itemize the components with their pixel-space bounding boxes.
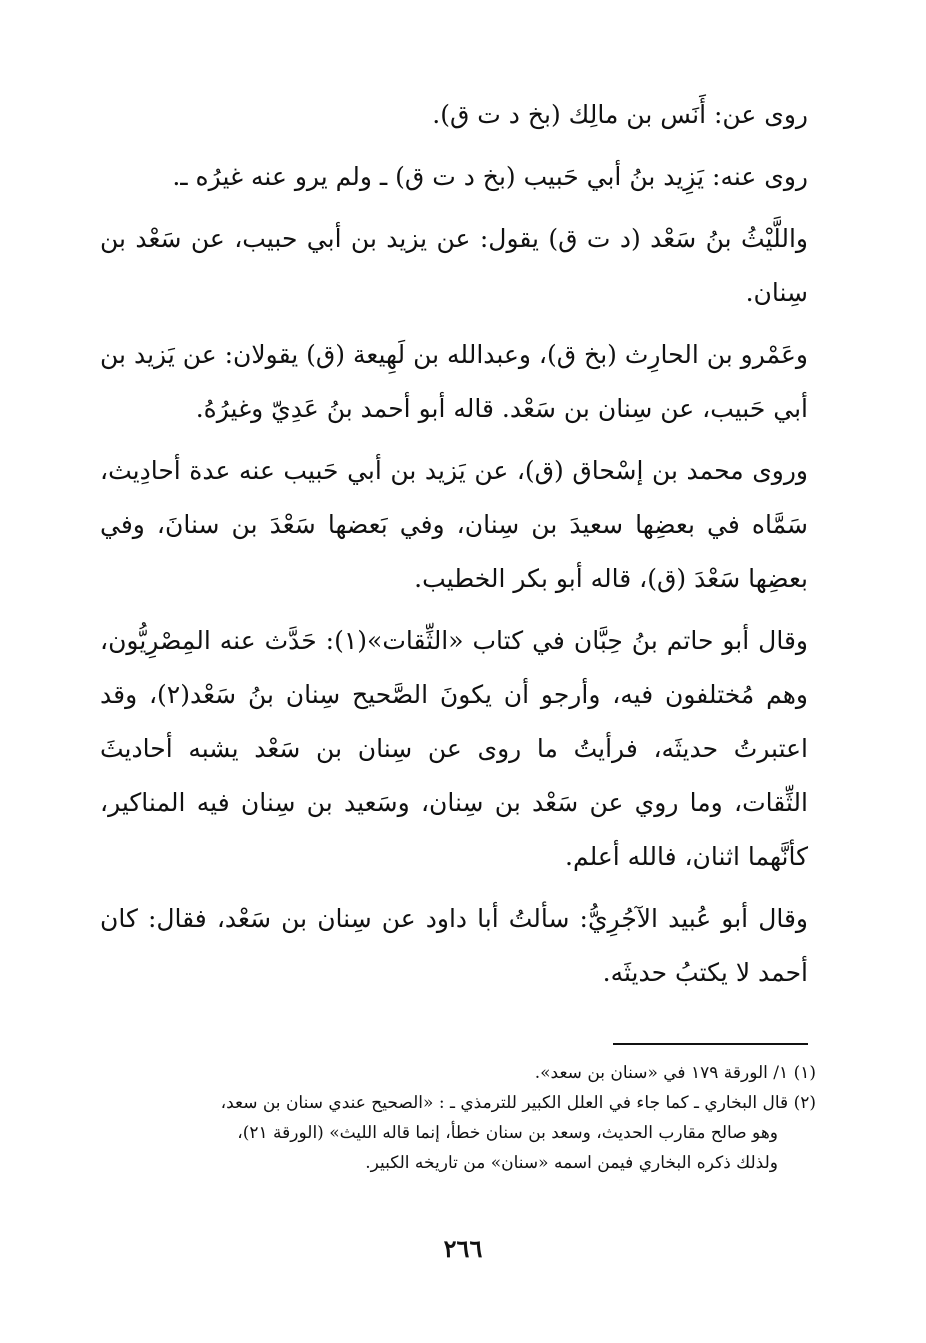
footnote-2-line-3: ولذلك ذكره البخاري فيمن اسمه «سنان» من تاريخه الكبير. (365, 1153, 778, 1173)
footnotes (100, 1058, 816, 1178)
paragraph-narrated-by: روى عنه: يَزِيد بنُ أبي حَبيب (بخ د ت ق) ـ ولم يرو عنه غيرُه ـ. (172, 162, 808, 191)
paragraph-layth: واللَّيْثُ بنُ سَعْد (د ت ق) يقول: عن يزيد بن أبي حبيب، عن سَعْد بن سِنان. (100, 224, 808, 307)
main-text (100, 88, 808, 1006)
footnote-separator (613, 1043, 808, 1045)
paragraph-ajurri: وقال أبو عُبيد الآجُرِيُّ: سألتُ أبا داود عن سِنان بن سَعْد، فقال: كان أحمد لا يكتبُ حديثَه. (100, 904, 808, 987)
paragraph-narrated-from: روى عن: أَنَس بن مالِك (بخ د ت ق). (432, 100, 808, 129)
footnote-2-line-2: وهو صالح مقارب الحديث، وسعد بن سنان خطأ، إنما قاله الليث» (الورقة ٢١)، (237, 1123, 778, 1143)
paragraph-ibn-hibban: وقال أبو حاتم بنُ حِبَّان في كتاب «الثِّقات»(١): حَدَّث عنه المِصْرِيُّون، وهم مُختلفون فيه، وأرجو أن يكونَ الصَّحيح سِنان بنُ سَعْد(٢)، وقد اعتبرتُ حديثَه، فرأيتُ ما روى عن سِنان بن سَعْد يشبه أحاديثَ الثِّقات، وما روي عن سَعْد بن سِنان، وسَعيد بن سِنان فيه المناكير، كأنَّهما اثنان، فالله أعلم. (100, 626, 808, 871)
page-number: ٢٦٦ (443, 1234, 483, 1263)
paragraph-amr-ibn-harith: وعَمْرو بن الحارِث (بخ ق)، وعبدالله بن لَهِيعة (ق) يقولان: عن يَزيد بن أبي حَبيب، عن سِنان بن سَعْد. قاله أبو أحمد بنُ عَدِيّ وغيرُهُ. (100, 340, 808, 423)
paragraph-ibn-ishaq: وروى محمد بن إسْحاق (ق)، عن يَزيد بن أبي حَبيب عنه عدة أحادِيث، سَمَّاه في بعضِها سعيدَ بن سِنان، وفي بَعضها سَعْدَ بن سنانَ، وفي بعضِها سَعْدَ (ق)، قاله أبو بكر الخطيب. (100, 456, 808, 593)
footnote-1: (١) ١/ الورقة ١٧٩ في «سنان بن سعد». (534, 1063, 816, 1083)
footnote-2-line-1: (٢) قال البخاري ـ كما جاء في العلل الكبير للترمذي ـ : «الصحيح عندي سنان بن سعد، (220, 1093, 816, 1113)
